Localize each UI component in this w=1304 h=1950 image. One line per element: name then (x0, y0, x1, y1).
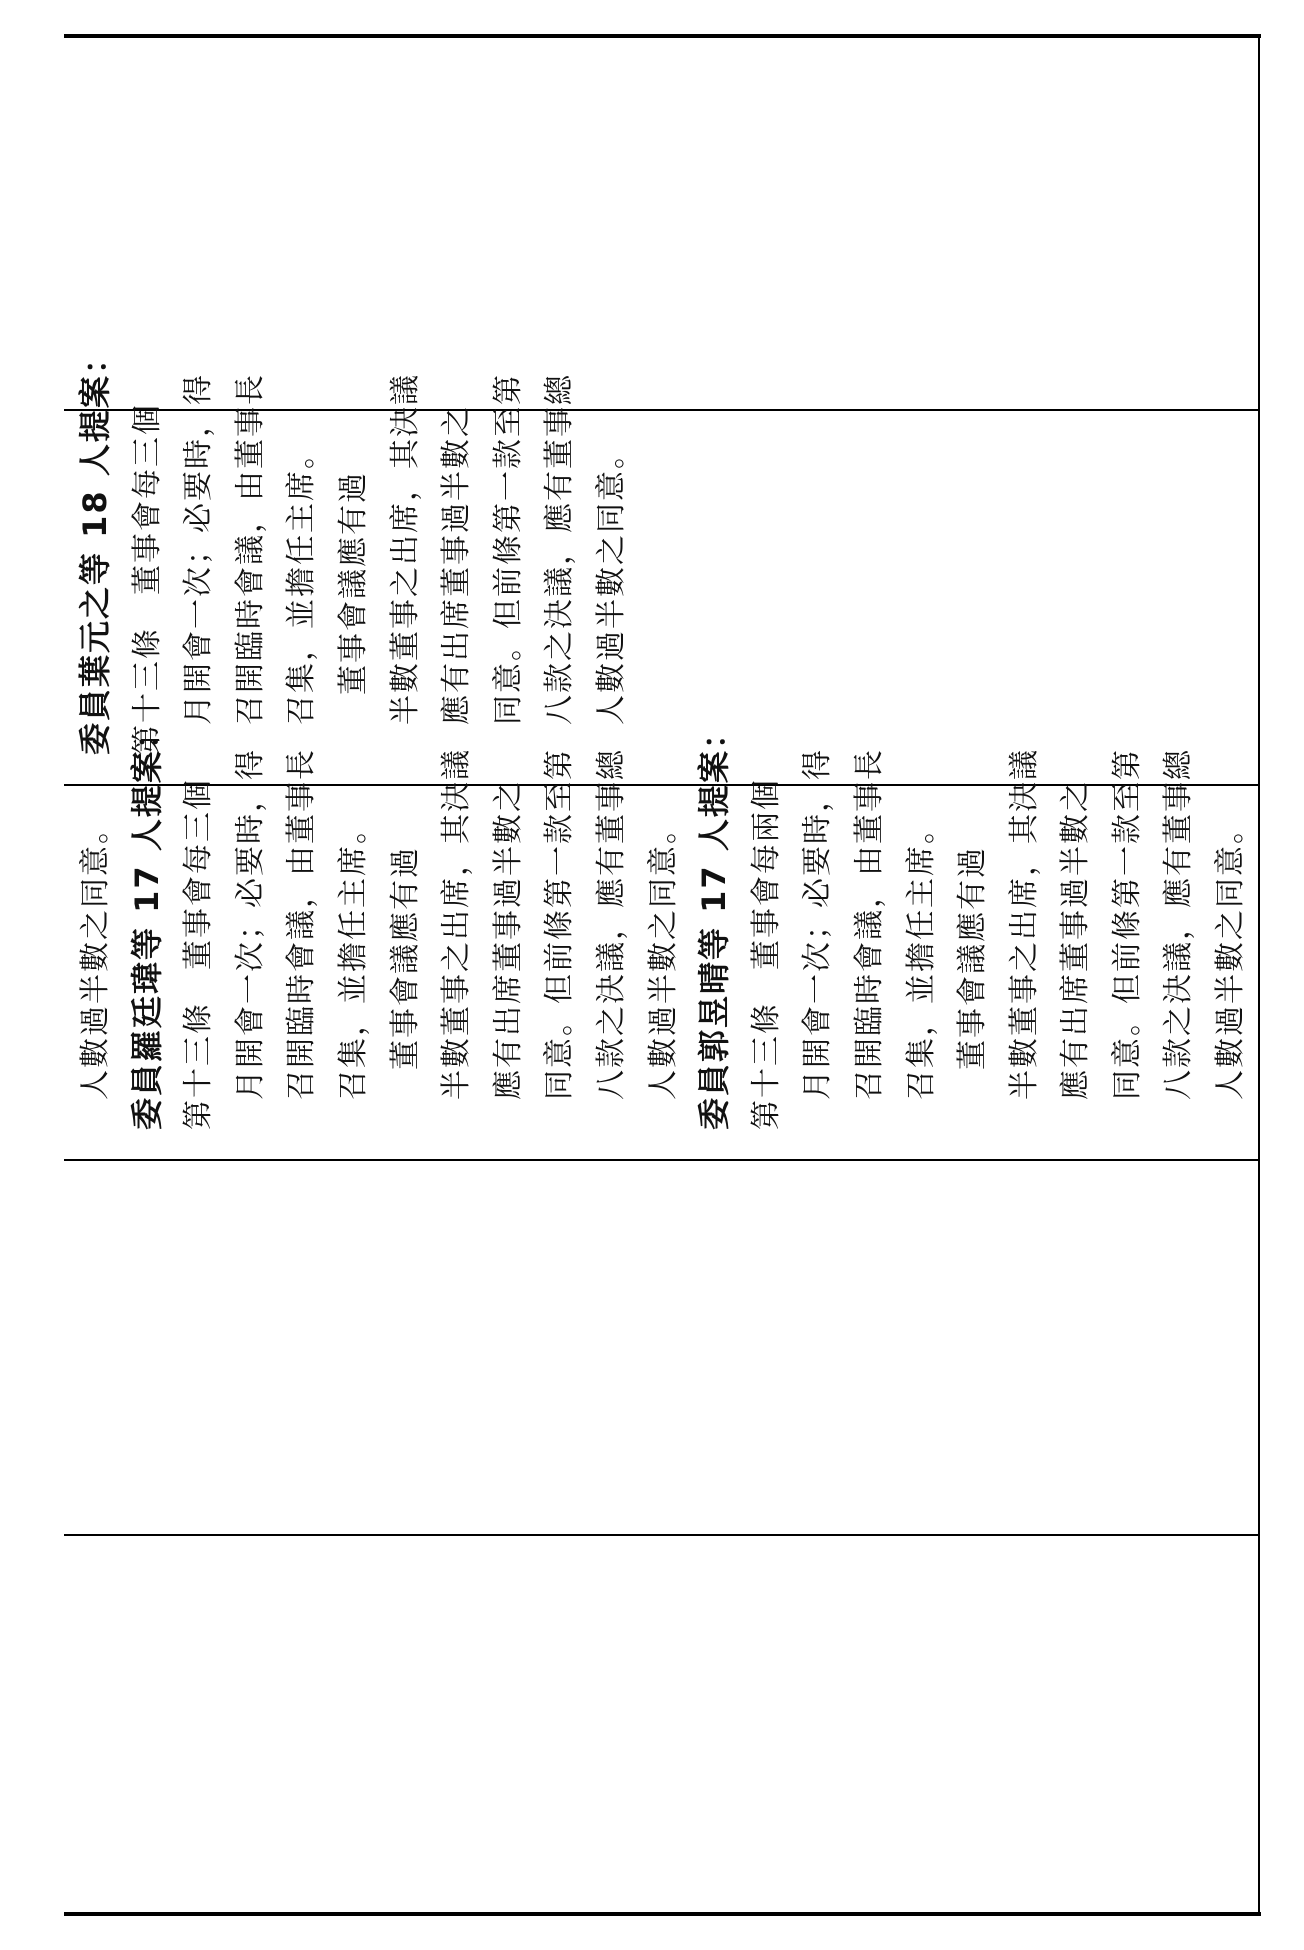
article-text: 召開臨時會議，由董事長 (851, 748, 887, 1100)
article-text: 應有出席董事過半數之 (439, 405, 475, 725)
proposal-block-lo-kuo (70, 715, 1257, 1130)
article-text: 第十三條 董事會每三個 (129, 403, 165, 755)
article-text: 月開會一次；必要時，得 (800, 748, 836, 1100)
article-text: 召開臨時會議，由董事長 (284, 748, 320, 1100)
proposal-block-ye (70, 340, 638, 755)
article-text: 召集，並擔任主席。 (284, 437, 320, 725)
row-divider-3 (64, 1159, 1260, 1161)
article-text: 應有出席董事過半數之 (490, 780, 526, 1100)
article-text: 八款之決議，應有董事總 (593, 748, 629, 1100)
frame-top-rule (64, 34, 1261, 38)
article-text: 第十三條 董事會每兩個 (748, 778, 784, 1130)
article-text: 月開會一次；必要時，得 (232, 748, 268, 1100)
article-text: 人數過半數之同意。 (1213, 812, 1249, 1100)
article-text: 八款之決議，應有董事總 (542, 373, 578, 725)
article-text: 人數過半數之同意。 (593, 437, 629, 725)
article-text: 董事會議應有過 (955, 846, 991, 1070)
article-text: 同意。但前條第一款至第 (542, 748, 578, 1100)
article-text: 半數董事之出席，其決議 (439, 748, 475, 1100)
article-text: 第十三條 董事會每三個 (181, 778, 217, 1130)
article-text: 召集，並擔任主席。 (335, 812, 371, 1100)
article-text: 同意。但前條第一款至第 (490, 373, 526, 725)
article-text: 召開臨時會議，由董事長 (232, 373, 268, 725)
article-text: 應有出席董事過半數之 (1058, 780, 1094, 1100)
article-text: 半數董事之出席，其決議 (1006, 748, 1042, 1100)
article-text: 半數董事之出席，其決議 (387, 373, 423, 725)
article-text: 人數過半數之同意。 (78, 812, 113, 1100)
frame-right-rule (1258, 34, 1260, 1916)
row-divider-4 (64, 1534, 1260, 1536)
proposal-heading: 委員葉元之等 18 人提案： (76, 340, 114, 755)
article-text: 董事會議應有過 (335, 471, 371, 695)
article-text: 人數過半數之同意。 (645, 812, 681, 1100)
article-text: 召集，並擔任主席。 (903, 812, 939, 1100)
article-text: 同意。但前條第一款至第 (1109, 748, 1145, 1100)
article-text: 董事會議應有過 (387, 846, 423, 1070)
article-text: 月開會一次；必要時，得 (181, 373, 217, 725)
frame-bottom-rule (64, 1912, 1261, 1916)
proposal-heading: 委員羅廷瑋等 17 人提案： (127, 715, 166, 1130)
article-text: 八款之決議，應有董事總 (1161, 748, 1197, 1100)
proposal-heading: 委員郭昱晴等 17 人提案： (695, 715, 734, 1130)
